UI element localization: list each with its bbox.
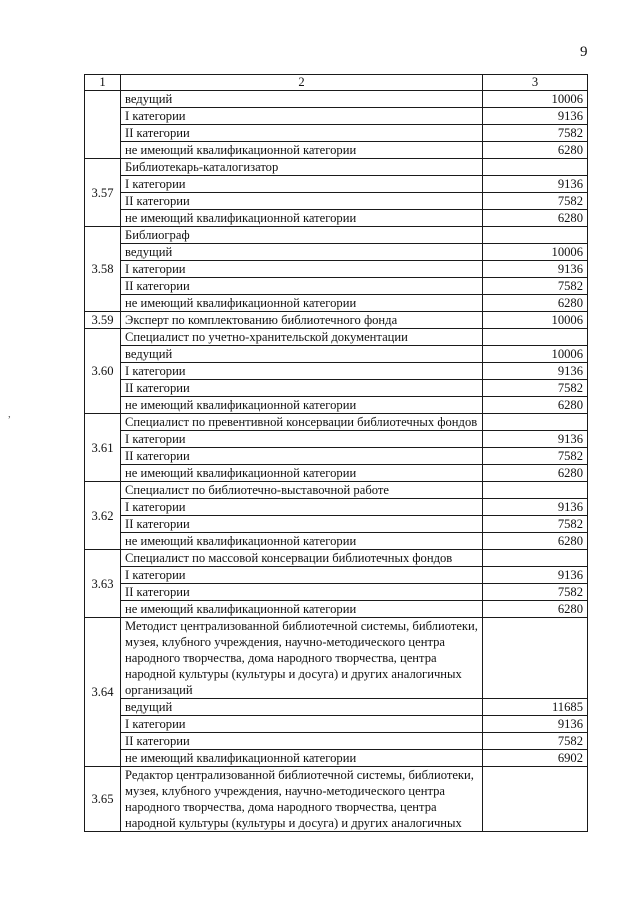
salary-value: 7582: [483, 733, 588, 750]
position-title: Библиотекарь-каталогизатор: [121, 159, 483, 176]
table-row: [85, 448, 588, 465]
salary-value: 9136: [483, 108, 588, 125]
table-row: [85, 193, 588, 210]
table-row: [85, 125, 588, 142]
table-row: [85, 601, 588, 618]
category-label: ведущий: [121, 699, 483, 716]
salary-value: 9136: [483, 431, 588, 448]
salary-value: 6280: [483, 465, 588, 482]
category-label: не имеющий квалификационной категории: [121, 750, 483, 767]
table-row: [85, 210, 588, 227]
item-number: 3.59: [85, 312, 121, 329]
item-number: [85, 91, 121, 159]
item-number: 3.63: [85, 550, 121, 618]
salary-value: 10006: [483, 346, 588, 363]
table-row: [85, 312, 588, 329]
header-col-1: 1: [85, 75, 121, 91]
table-row: [85, 533, 588, 550]
category-label: I категории: [121, 431, 483, 448]
position-title: Методист централизованной библиотечной системы, библиотеки, музея, клубного учреждения, научно-методического центра народного творчества, дома народного творчества, центра народной культуры (культуры и досуга) и других аналогичных организаций: [121, 618, 483, 699]
table-row: [85, 329, 588, 346]
category-label: не имеющий квалификационной категории: [121, 142, 483, 159]
salary-value: [483, 414, 588, 431]
table-row: [85, 91, 588, 108]
category-label: не имеющий квалификационной категории: [121, 465, 483, 482]
table-row: [85, 431, 588, 448]
category-label: не имеющий квалификационной категории: [121, 533, 483, 550]
table-row: [85, 244, 588, 261]
item-number: 3.64: [85, 618, 121, 767]
position-title: Редактор централизованной библиотечной системы, библиотеки, музея, клубного учреждения, научно-методического центра народного творчества, дома народного творчества, центра народной культуры (культуры и досуга) и других аналогичных: [121, 767, 483, 832]
salary-table: [84, 74, 588, 832]
position-title: Специалист по превентивной консервации библиотечных фондов: [121, 414, 483, 431]
category-label: II категории: [121, 125, 483, 142]
salary-value: 6280: [483, 601, 588, 618]
table-row: [85, 584, 588, 601]
category-label: II категории: [121, 516, 483, 533]
category-label: I категории: [121, 261, 483, 278]
category-label: II категории: [121, 448, 483, 465]
table-row: [85, 363, 588, 380]
table-row: [85, 499, 588, 516]
table-row: [85, 159, 588, 176]
category-label: I категории: [121, 716, 483, 733]
salary-value: 7582: [483, 380, 588, 397]
category-label: I категории: [121, 176, 483, 193]
position-title: Библиограф: [121, 227, 483, 244]
category-label: I категории: [121, 108, 483, 125]
category-label: II категории: [121, 380, 483, 397]
table-row: [85, 414, 588, 431]
category-label: не имеющий квалификационной категории: [121, 397, 483, 414]
salary-value: [483, 329, 588, 346]
table-row: [85, 550, 588, 567]
salary-table-body: [85, 75, 588, 832]
table-row: [85, 733, 588, 750]
table-row: [85, 618, 588, 699]
item-number: 3.61: [85, 414, 121, 482]
item-number: 3.60: [85, 329, 121, 414]
category-label: II категории: [121, 278, 483, 295]
table-header-row: [85, 75, 588, 91]
item-number: 3.62: [85, 482, 121, 550]
margin-mark: ,: [8, 408, 11, 420]
salary-value: 7582: [483, 278, 588, 295]
table-row: [85, 699, 588, 716]
salary-value: 6902: [483, 750, 588, 767]
category-label: не имеющий квалификационной категории: [121, 210, 483, 227]
salary-value: 9136: [483, 716, 588, 733]
category-label: I категории: [121, 567, 483, 584]
salary-value: 6280: [483, 397, 588, 414]
category-label: ведущий: [121, 244, 483, 261]
table-row: [85, 567, 588, 584]
salary-value: 6280: [483, 295, 588, 312]
table-row: [85, 750, 588, 767]
item-number: 3.58: [85, 227, 121, 312]
position-title: Специалист по массовой консервации библиотечных фондов: [121, 550, 483, 567]
table-row: [85, 278, 588, 295]
salary-value: 11685: [483, 699, 588, 716]
page-number: 9: [580, 44, 588, 60]
category-label: I категории: [121, 363, 483, 380]
salary-value: 10006: [483, 312, 588, 329]
category-label: не имеющий квалификационной категории: [121, 601, 483, 618]
category-label: II категории: [121, 193, 483, 210]
salary-value: 9136: [483, 363, 588, 380]
salary-value: 7582: [483, 448, 588, 465]
salary-value: [483, 618, 588, 699]
category-label: II категории: [121, 584, 483, 601]
header-col-3: 3: [483, 75, 588, 91]
header-col-2: 2: [121, 75, 483, 91]
salary-value: 7582: [483, 584, 588, 601]
table-row: [85, 346, 588, 363]
salary-value: 6280: [483, 210, 588, 227]
salary-value: 7582: [483, 516, 588, 533]
position-title: Специалист по библиотечно-выставочной работе: [121, 482, 483, 499]
category-label: I категории: [121, 499, 483, 516]
category-label: не имеющий квалификационной категории: [121, 295, 483, 312]
table-row: [85, 108, 588, 125]
salary-value: 6280: [483, 533, 588, 550]
category-label: ведущий: [121, 346, 483, 363]
table-row: [85, 465, 588, 482]
table-row: [85, 142, 588, 159]
salary-value: 9136: [483, 261, 588, 278]
item-number: 3.57: [85, 159, 121, 227]
salary-value: [483, 550, 588, 567]
table-row: [85, 397, 588, 414]
table-row: [85, 261, 588, 278]
position-title: Эксперт по комплектованию библиотечного фонда: [121, 312, 483, 329]
table-row: [85, 227, 588, 244]
salary-value: 10006: [483, 91, 588, 108]
category-label: ведущий: [121, 91, 483, 108]
salary-value: 7582: [483, 193, 588, 210]
table-row: [85, 380, 588, 397]
salary-value: [483, 227, 588, 244]
salary-value: 9136: [483, 567, 588, 584]
salary-value: 10006: [483, 244, 588, 261]
table-row: [85, 716, 588, 733]
item-number: 3.65: [85, 767, 121, 832]
category-label: II категории: [121, 733, 483, 750]
table-row: [85, 516, 588, 533]
salary-value: 9136: [483, 499, 588, 516]
salary-value: 6280: [483, 142, 588, 159]
position-title: Специалист по учетно-хранительской документации: [121, 329, 483, 346]
salary-value: 7582: [483, 125, 588, 142]
table-row: [85, 767, 588, 832]
salary-value: [483, 767, 588, 832]
salary-value: [483, 159, 588, 176]
table-row: [85, 482, 588, 499]
table-row: [85, 295, 588, 312]
salary-value: 9136: [483, 176, 588, 193]
salary-value: [483, 482, 588, 499]
table-row: [85, 176, 588, 193]
